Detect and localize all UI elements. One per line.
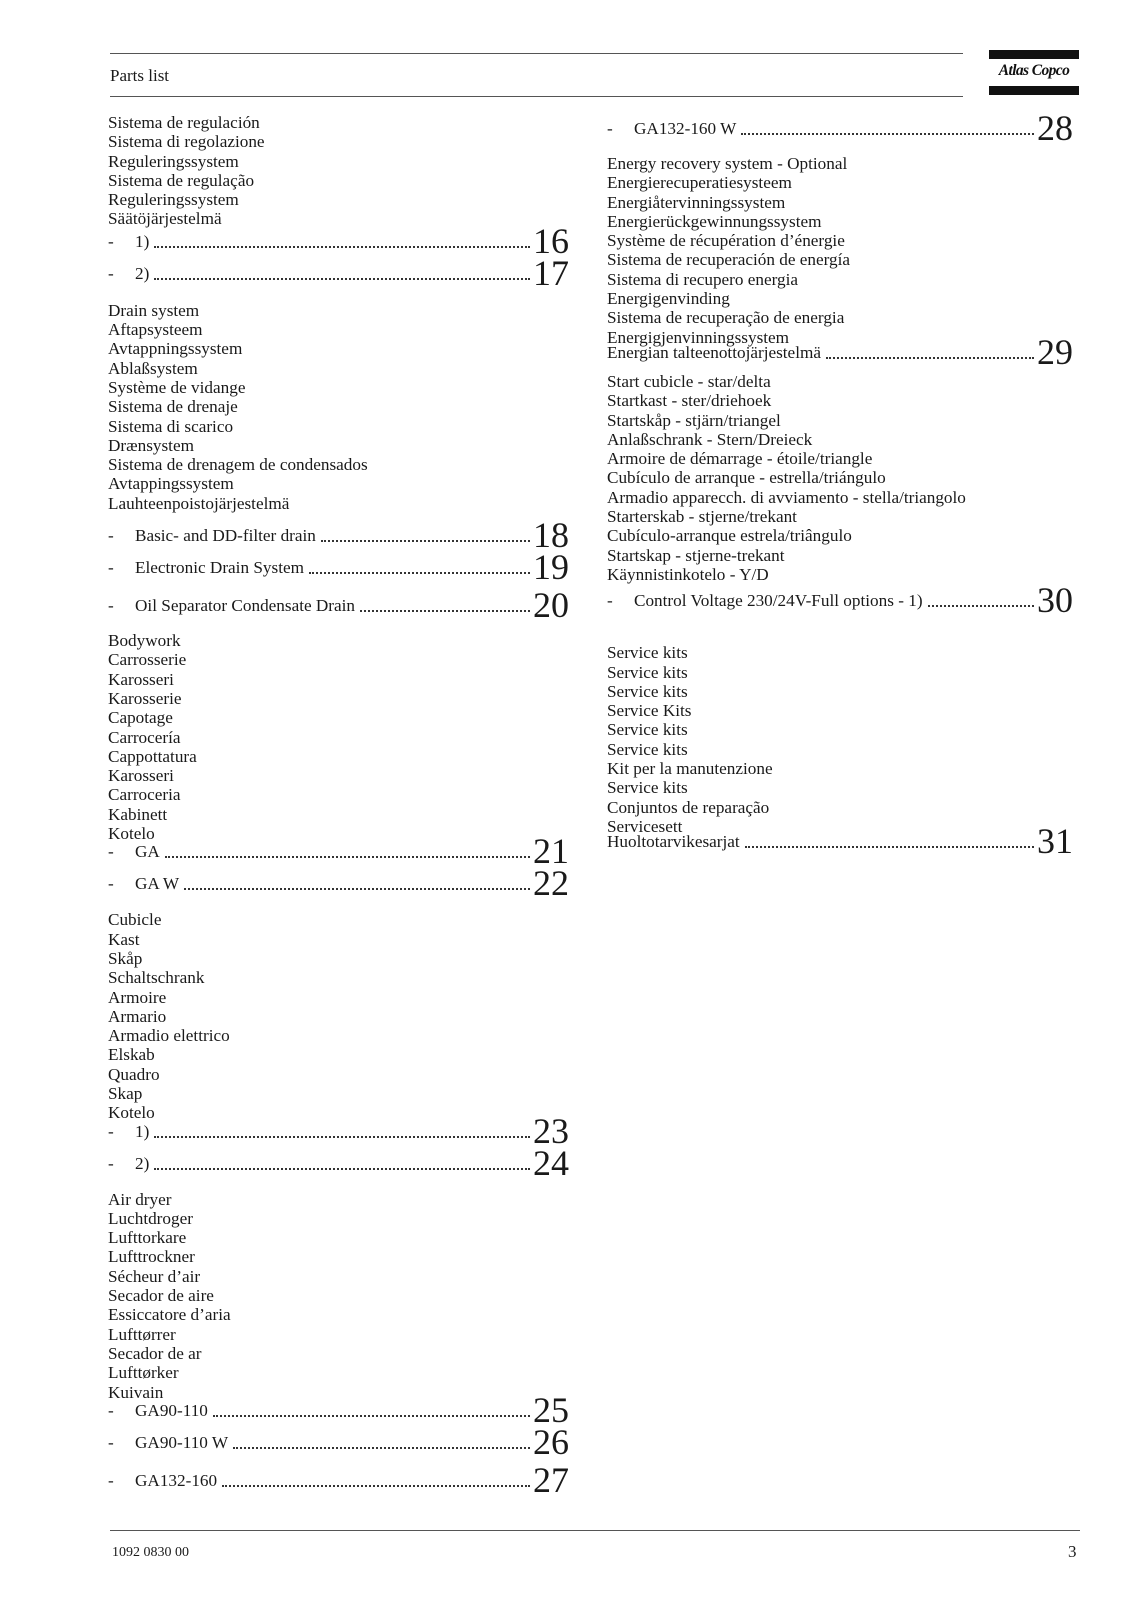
group-line: Lufttørker	[108, 1363, 179, 1383]
dot-leader	[222, 1485, 530, 1487]
group-line: Karosseri	[108, 766, 174, 786]
entry-label: 2)	[135, 1153, 150, 1173]
group-line: Startskåp - stjärn/triangel	[607, 410, 781, 430]
entry-dash: -	[607, 591, 613, 611]
group-line: Bodywork	[108, 631, 181, 651]
group-line: Drænsystem	[108, 435, 194, 455]
entry-label: 1)	[135, 1121, 150, 1141]
logo-wordmark: Atlas Copco	[998, 62, 1070, 79]
group-line: Lufttørrer	[108, 1324, 176, 1344]
atlas-copco-logo	[989, 50, 1079, 95]
group-line: Sistema de regulación	[108, 113, 260, 132]
entry-dash: -	[108, 1153, 114, 1173]
group-line: Kabinett	[108, 804, 168, 824]
group-line: Lufttrockner	[108, 1247, 195, 1267]
entry-dash: -	[108, 1432, 114, 1452]
group-line: Carrosserie	[108, 650, 187, 670]
dot-leader	[165, 856, 530, 858]
group-line: Käynnistinkotelo - Y/D	[607, 564, 769, 584]
group-line: Sistema di recupero energia	[607, 269, 799, 289]
group-line: Quadro	[108, 1064, 160, 1084]
entry-page-number: 30	[1037, 580, 1073, 621]
group-line: Essiccatore d’aria	[108, 1305, 231, 1325]
group-line: Service Kits	[607, 701, 692, 721]
entry-page-number: 20	[533, 585, 569, 626]
entry-label: Energian talteenottojärjestelmä	[607, 342, 821, 362]
group-line: Service kits	[607, 681, 688, 701]
entry-page-number: 19	[533, 547, 569, 588]
group-line: Kotelo	[108, 1103, 155, 1123]
group-line: Sistema di regolazione	[108, 132, 265, 152]
entry-dash: -	[108, 1400, 114, 1420]
entry-label: GA132-160	[135, 1470, 218, 1490]
entry-label: Control Voltage 230/24V-Full options - 1)	[634, 591, 923, 611]
group-line: Drain system	[108, 300, 200, 320]
toc-group-air-dryer	[108, 1189, 573, 1500]
toc-group-cubicle	[108, 910, 573, 1183]
entry-label: GA W	[135, 874, 180, 894]
entry-page-number: 23	[533, 1110, 569, 1151]
group-line: Service kits	[607, 720, 688, 740]
group-line: Armadio apparecch. di avviamento - stella/triangolo	[607, 487, 966, 507]
group-line: Energierecuperatiesysteem	[607, 173, 792, 193]
group-line: Sistema de recuperación de energía	[607, 250, 851, 270]
dot-leader	[741, 133, 1034, 135]
toc-group-regulating-system	[108, 113, 573, 293]
group-line: Armoire	[108, 987, 167, 1007]
toc-entry[interactable]	[108, 1110, 573, 1151]
group-line: Armoire de démarrage - étoile/triangle	[607, 449, 873, 469]
entry-label: Huoltotarvikesarjat	[607, 832, 740, 852]
group-line: Sistema di scarico	[108, 416, 234, 436]
group-line: Cubículo-arranque estrela/triângulo	[607, 526, 852, 546]
left-column	[108, 113, 573, 1500]
entry-page-number: 22	[533, 863, 569, 904]
page-number: 3	[1068, 1542, 1077, 1561]
toc-entry[interactable]	[108, 547, 573, 588]
dot-leader	[360, 610, 530, 612]
header-top-rule	[110, 53, 963, 54]
group-line: Servicesett	[607, 816, 683, 836]
entry-label: Electronic Drain System	[135, 558, 304, 578]
entry-page-number: 24	[533, 1142, 569, 1183]
toc-entry[interactable]	[108, 831, 573, 872]
toc-entry[interactable]	[108, 1142, 573, 1183]
group-line: Schaltschrank	[108, 968, 205, 988]
entry-label: Oil Separator Condensate Drain	[135, 596, 356, 616]
toc-entry[interactable]	[108, 585, 573, 626]
entry-dash: -	[108, 1121, 114, 1141]
group-line: Aftapsysteem	[108, 320, 203, 340]
group-line: Skåp	[108, 948, 143, 968]
group-line: Cappottatura	[108, 746, 197, 766]
entry-dash: -	[108, 874, 114, 894]
entry-page-number: 25	[533, 1389, 569, 1430]
group-line: Service kits	[607, 778, 688, 798]
group-line: Avtappningssystem	[108, 339, 243, 359]
toc-group-start-cubicle	[607, 371, 1077, 621]
toc-group-bodywork	[108, 631, 573, 904]
entry-label: GA	[135, 842, 160, 862]
entry-page-number: 28	[1037, 108, 1073, 148]
group-line: Secador de ar	[108, 1343, 202, 1363]
logo-top-bar	[989, 50, 1079, 59]
group-line: Air dryer	[108, 1189, 172, 1209]
group-line: Système de récupération d’énergie	[607, 231, 845, 251]
toc-entry[interactable]	[108, 515, 573, 556]
group-line: Kotelo	[108, 824, 155, 844]
group-line: Energierückgewinnungssystem	[607, 211, 822, 231]
group-line: Energigenvinding	[607, 289, 730, 309]
dot-leader	[321, 540, 530, 542]
group-line: Karosserie	[108, 688, 182, 708]
entry-label: GA90-110 W	[135, 1432, 229, 1452]
group-line: Energiåtervinningssystem	[607, 192, 786, 212]
group-line: Kuivain	[108, 1382, 164, 1402]
group-line: Karosseri	[108, 669, 174, 689]
group-line: Carroceria	[108, 785, 181, 805]
group-line: Energy recovery system - Optional	[607, 154, 848, 173]
toc-entry[interactable]	[108, 1389, 573, 1430]
dot-leader	[154, 278, 530, 280]
entry-label: GA132-160 W	[634, 119, 737, 138]
group-line: Reguleringssystem	[108, 190, 239, 210]
group-line: Service kits	[607, 739, 688, 759]
entry-page-number: 27	[533, 1459, 569, 1500]
group-line: Startkast - ster/driehoek	[607, 391, 772, 411]
group-line: Kit per la manutenzione	[607, 759, 773, 779]
entry-dash: -	[108, 231, 114, 251]
group-line: Sistema de drenagem de condensados	[108, 455, 368, 475]
toc-group-service-kits	[607, 643, 1077, 862]
toc-entry[interactable]	[108, 863, 573, 904]
group-line: Sistema de drenaje	[108, 397, 238, 417]
group-line: Sistema de recuperação de energia	[607, 308, 845, 328]
group-line: Ablaßsystem	[108, 358, 198, 378]
group-line: Skap	[108, 1083, 143, 1103]
group-line: Service kits	[607, 643, 688, 663]
toc-entry[interactable]	[607, 108, 1077, 148]
entry-dash: -	[108, 596, 114, 616]
group-line: Système de vidange	[108, 377, 246, 397]
entry-dash: -	[108, 263, 114, 283]
dot-leader	[745, 846, 1034, 848]
group-line: Kast	[108, 929, 140, 949]
right-column	[607, 108, 1077, 862]
group-line: Säätöjärjestelmä	[108, 209, 222, 229]
group-line: Service kits	[607, 662, 688, 682]
group-line: Conjuntos de reparação	[607, 797, 770, 817]
document-code: 1092 0830 00	[112, 1545, 189, 1560]
dot-leader	[928, 605, 1034, 607]
group-line: Energigjenvinningssystem	[607, 327, 790, 347]
entry-label: Basic- and DD-filter drain	[135, 526, 316, 546]
header-bottom-rule	[110, 96, 963, 97]
dot-leader	[184, 888, 530, 890]
group-line: Cubicle	[108, 910, 162, 930]
group-line: Armario	[108, 1006, 167, 1026]
group-line: Starterskab - stjerne/trekant	[607, 507, 797, 527]
entry-label: 2)	[135, 263, 150, 283]
group-line: Capotage	[108, 708, 173, 728]
entry-page-number: 31	[1037, 821, 1073, 862]
footer-rule	[110, 1530, 1080, 1531]
entry-page-number: 21	[533, 831, 569, 872]
group-line: Anlaßschrank - Stern/Dreieck	[607, 429, 813, 449]
entry-dash: -	[108, 1470, 114, 1490]
group-line: Sistema de regulação	[108, 170, 255, 190]
group-line: Reguleringssystem	[108, 151, 239, 171]
group-line: Startskap - stjerne-trekant	[607, 545, 785, 565]
dot-leader	[154, 1136, 530, 1138]
group-line: Sécheur d’air	[108, 1266, 201, 1286]
group-line: Lauhteenpoistojärjestelmä	[108, 493, 290, 513]
group-line: Start cubicle - star/delta	[607, 371, 771, 391]
entry-page-number: 26	[533, 1421, 569, 1462]
entry-label: 1)	[135, 231, 150, 251]
dot-leader	[309, 572, 530, 574]
toc-entry[interactable]	[108, 1459, 573, 1500]
entry-page-number: 18	[533, 515, 569, 556]
header-title: Parts list	[110, 66, 170, 85]
toc-group-energy-recovery	[607, 154, 1077, 372]
entry-page-number: 29	[1037, 331, 1073, 372]
group-line: Lufttorkare	[108, 1228, 187, 1248]
logo-bottom-bar	[989, 86, 1079, 95]
group-line: Carrocería	[108, 727, 181, 747]
entry-dash: -	[108, 526, 114, 546]
entry-dash: -	[108, 558, 114, 578]
toc-entry[interactable]	[108, 1421, 573, 1462]
dot-leader	[233, 1447, 530, 1449]
toc-group-drain-system	[108, 300, 573, 626]
toc-entry[interactable]	[607, 580, 1077, 621]
group-line: Armadio elettrico	[108, 1026, 230, 1046]
dot-leader	[826, 357, 1034, 359]
dot-leader	[154, 246, 530, 248]
entry-page-number: 17	[533, 252, 569, 293]
group-line: Elskab	[108, 1045, 155, 1065]
entry-page-number: 16	[533, 220, 569, 261]
group-line: Avtappingssystem	[108, 474, 234, 494]
group-line: Luchtdroger	[108, 1208, 193, 1228]
dot-leader	[213, 1415, 530, 1417]
dot-leader	[154, 1168, 530, 1170]
group-line: Secador de aire	[108, 1286, 214, 1306]
entry-dash: -	[108, 842, 114, 862]
toc-entry[interactable]	[108, 252, 573, 293]
entry-label: GA90-110	[135, 1400, 208, 1420]
group-line: Cubículo de arranque - estrella/triángulo	[607, 468, 886, 488]
entry-dash: -	[607, 119, 613, 138]
